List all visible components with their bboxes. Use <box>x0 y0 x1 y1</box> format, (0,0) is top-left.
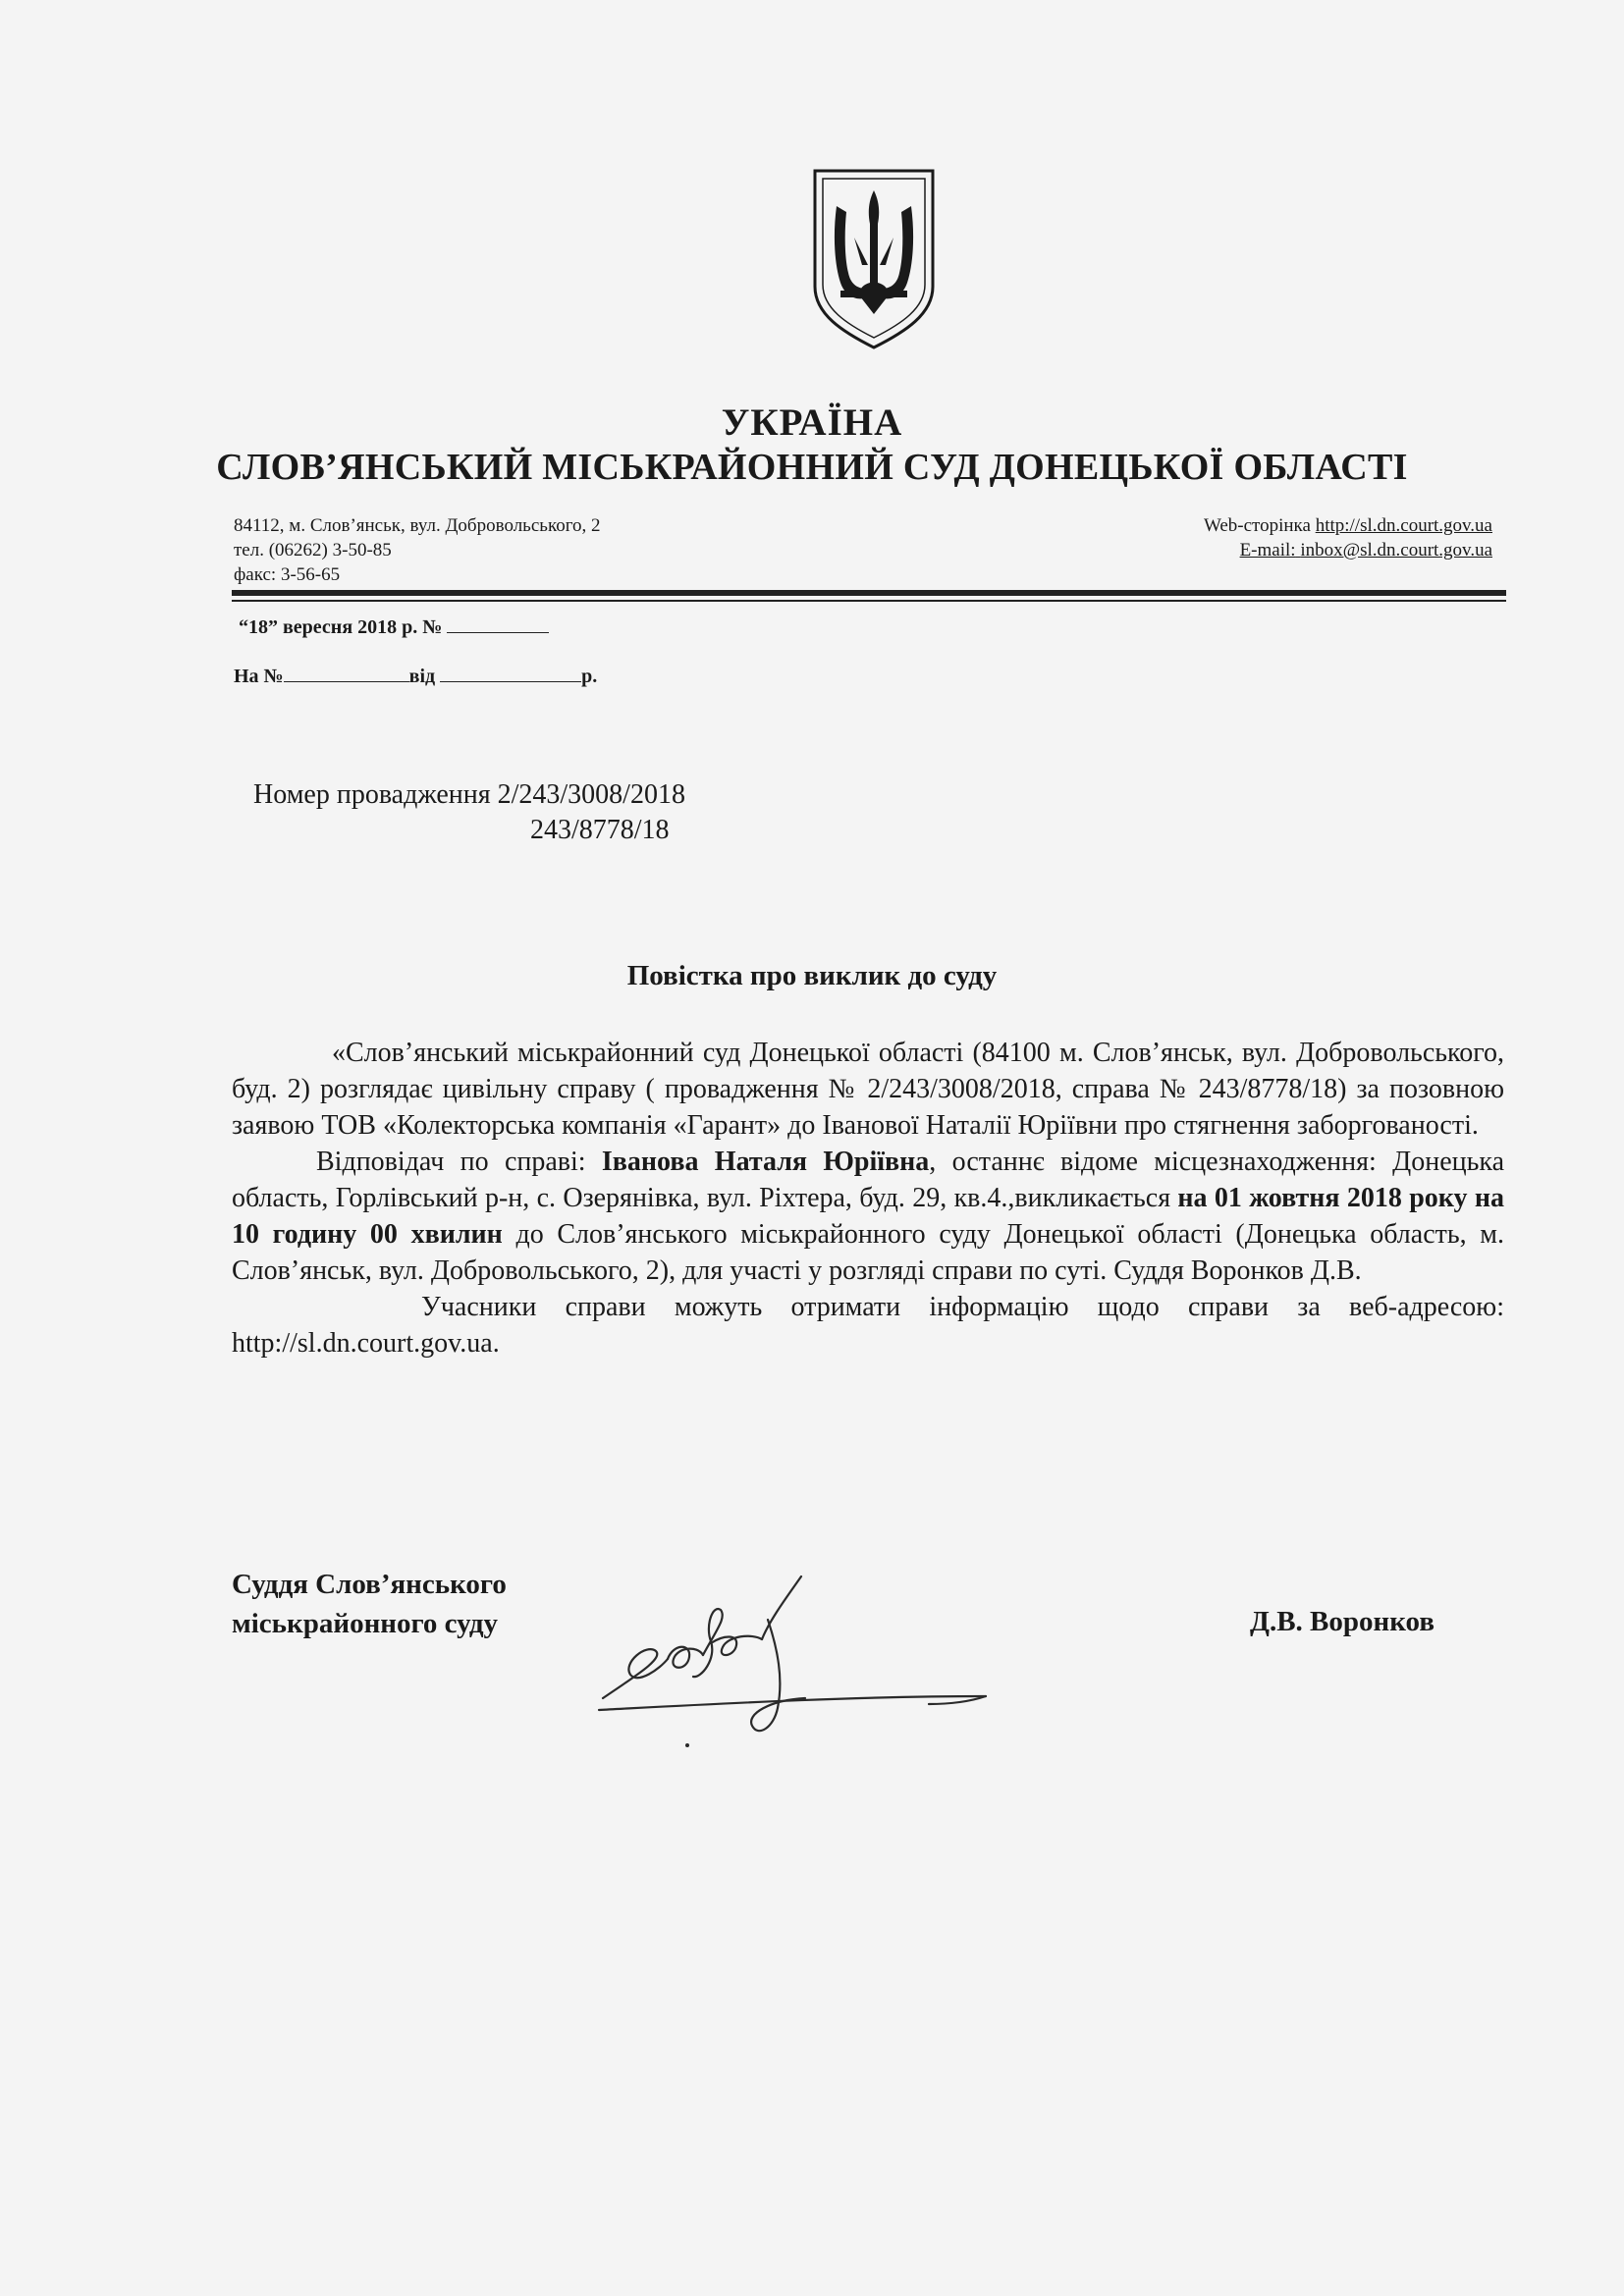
summons-body <box>232 1035 1504 1362</box>
header-divider-thin <box>232 600 1506 602</box>
outgoing-date-line: “18” вересня 2018 р. № <box>239 614 549 639</box>
handwritten-signature-icon <box>595 1561 998 1757</box>
email-label: E-mail: <box>1239 540 1296 561</box>
hearing-datetime: на 01 жовтня 2018 року на 10 годину 00 хвилин <box>232 1183 1504 1250</box>
header-divider-thick <box>232 590 1506 596</box>
case-numbers <box>253 777 685 848</box>
court-name-title: СЛОВ’ЯНСЬКИЙ МІСЬКРАЙОННИЙ СУД ДОНЕЦЬКОЇ ОБЛАСТІ <box>216 447 1408 488</box>
contact-block-left <box>234 513 601 587</box>
body-paragraph-2: Відповідач по справі: Іванова Наталя Юріївна, останнє відоме місцезнаходження: Донецька область, Горлівський р-н, с. Озерянівка, вул. Ріхтера, буд. 29, кв.4.,викликається на 01 жовтня 2018 року на 10 годину 00 хвилин до Слов’янського міськрайонного суду Донецької області (Донецька область, м. Слов’янськ, вул. Добровольського, 2), для участі у розгляді справи по суті. Суддя Воронков Д.В. <box>232 1147 1504 1286</box>
judge-title: Суддя Слов’янського міськрайонного суду <box>232 1569 507 1639</box>
email-link[interactable]: inbox@sl.dn.court.gov.ua <box>1300 540 1492 561</box>
trident-emblem-icon <box>811 167 937 351</box>
case-number: 243/8778/18 <box>530 815 670 845</box>
document-title: Повістка про виклик до суду <box>626 960 998 991</box>
body-paragraph-1: «Слов’янський міськрайонний суд Донецької області (84100 м. Слов’янськ, вул. Добровольського, буд. 2) розглядає цивільну справу ( провадження № 2/243/3008/2018, справа № 243/8778/18) за позовною заявою ТОВ «Колекторська компанія «Гарант» до Іванової Наталії Юріївни про стягнення заборгованості. <box>232 1038 1504 1141</box>
incoming-number-blank <box>284 664 409 682</box>
court-address: 84112, м. Слов’янськ, вул. Добровольського, 2 <box>234 515 601 536</box>
defendant-name: Іванова Наталя Юріївна <box>601 1147 930 1177</box>
web-link[interactable]: http://sl.dn.court.gov.ua <box>1315 515 1492 536</box>
contact-block-right <box>1204 513 1492 562</box>
court-phone: тел. (06262) 3-50-85 <box>234 540 392 561</box>
web-label: Web-сторінка <box>1203 515 1311 536</box>
court-fax: факс: 3-56-65 <box>234 564 341 585</box>
country-title: УКРАЇНА <box>721 401 903 444</box>
proceeding-number: 2/243/3008/2018 <box>497 779 685 810</box>
incoming-reference-line: На № від р. <box>234 666 598 687</box>
judge-name: Д.В. Воронков <box>1250 1606 1435 1637</box>
case-number-label: Номер провадження <box>253 779 491 810</box>
outgoing-number-blank <box>447 614 549 633</box>
body-paragraph-3: Учасники справи можуть отримати інформацію щодо справи за веб-адресою: http://sl.dn.court.gov.ua. <box>232 1292 1504 1359</box>
incoming-date-blank <box>440 664 581 682</box>
